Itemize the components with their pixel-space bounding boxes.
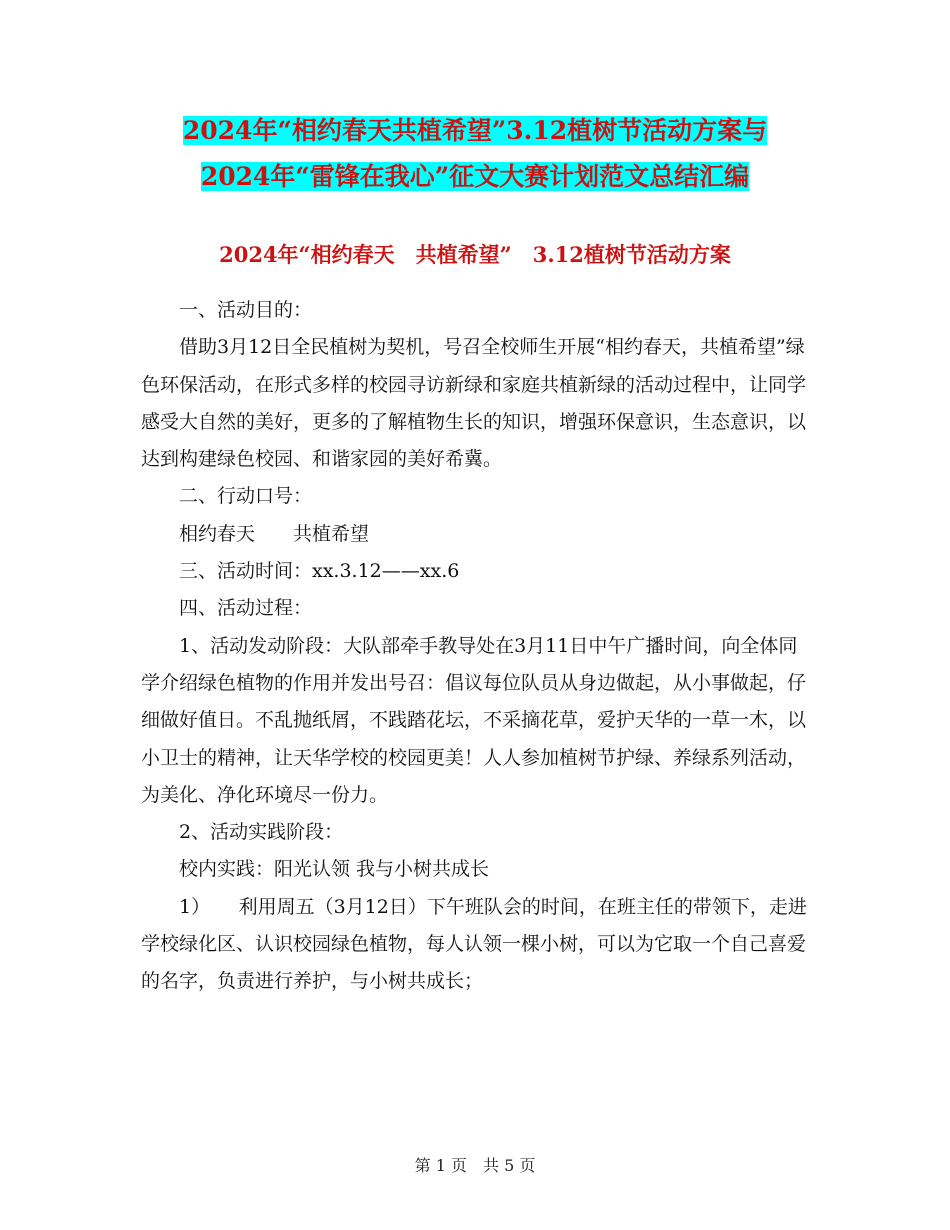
title-line-2: 2024年“雷锋在我心”征文大赛计划范文总结汇编 xyxy=(200,162,750,191)
paragraph-practice-heading: 2、活动实践阶段： xyxy=(179,821,344,844)
footer-suffix: 页 xyxy=(519,1156,536,1175)
paragraph-time: 三、活动时间：xx.3.12——xx.6 xyxy=(179,560,460,583)
document-title xyxy=(0,108,950,200)
paragraph-purpose-text: 借助3月12日全民植树为契机，号召全校师生开展“相约春天，共植希望”绿色环保活动，在形式多样的校园寻访新绿和家庭共植新绿的活动过程中，让同学感受大自然的美好，更多的了解植物生长的知识，增强环保意识，生态意识，以达到构建绿色校园、和谐家园的美好希冀。 xyxy=(141,336,807,471)
footer-total-pages: 5 xyxy=(504,1156,515,1175)
paragraph-launch-stage: 1、活动发动阶段：大队部牵手教导处在3月11日中午广播时间，向全体同学介绍绿色植物的作用并发出号召：倡议每位队员从身边做起，从小事做起，仔细做好值日。不乱抛纸屑，不践踏花坛，不采摘花草，爱护天华的一草一木，以小卫士的精神，让天华学校的校园更美！人人参加植树节护绿、养绿系列活动，为美化、净化环境尽一份力。 xyxy=(141,634,807,806)
paragraph-slogan-heading: 二、行动口号： xyxy=(179,485,313,508)
document-body xyxy=(141,292,807,1001)
paragraph-campus-practice: 校内实践：阳光认领 我与小树共成长 xyxy=(179,858,490,881)
paragraph-process-heading: 四、活动过程： xyxy=(179,597,313,620)
section-title: 2024年“相约春天 共植希望” 3.12植树节活动方案 xyxy=(219,242,731,267)
footer-middle: 页 共 xyxy=(450,1156,499,1175)
footer-prefix: 第 xyxy=(414,1156,431,1175)
page-footer xyxy=(0,1154,950,1178)
paragraph-item-1: 1） 利用周五（3月12日）下午班队会的时间，在班主任的带领下，走进学校绿化区、认识校园绿色植物，每人认领一棵小树，可以为它取一个自己喜爱的名字，负责进行养护，与小树共成长； xyxy=(141,895,807,993)
footer-current-page: 1 xyxy=(435,1156,446,1175)
paragraph-purpose-heading: 一、活动目的： xyxy=(179,299,313,321)
title-line-1: 2024年“相约春天共植希望”3.12植树节活动方案与 xyxy=(182,116,768,145)
paragraph-slogan-text: 相约春天 共植希望 xyxy=(179,522,370,545)
